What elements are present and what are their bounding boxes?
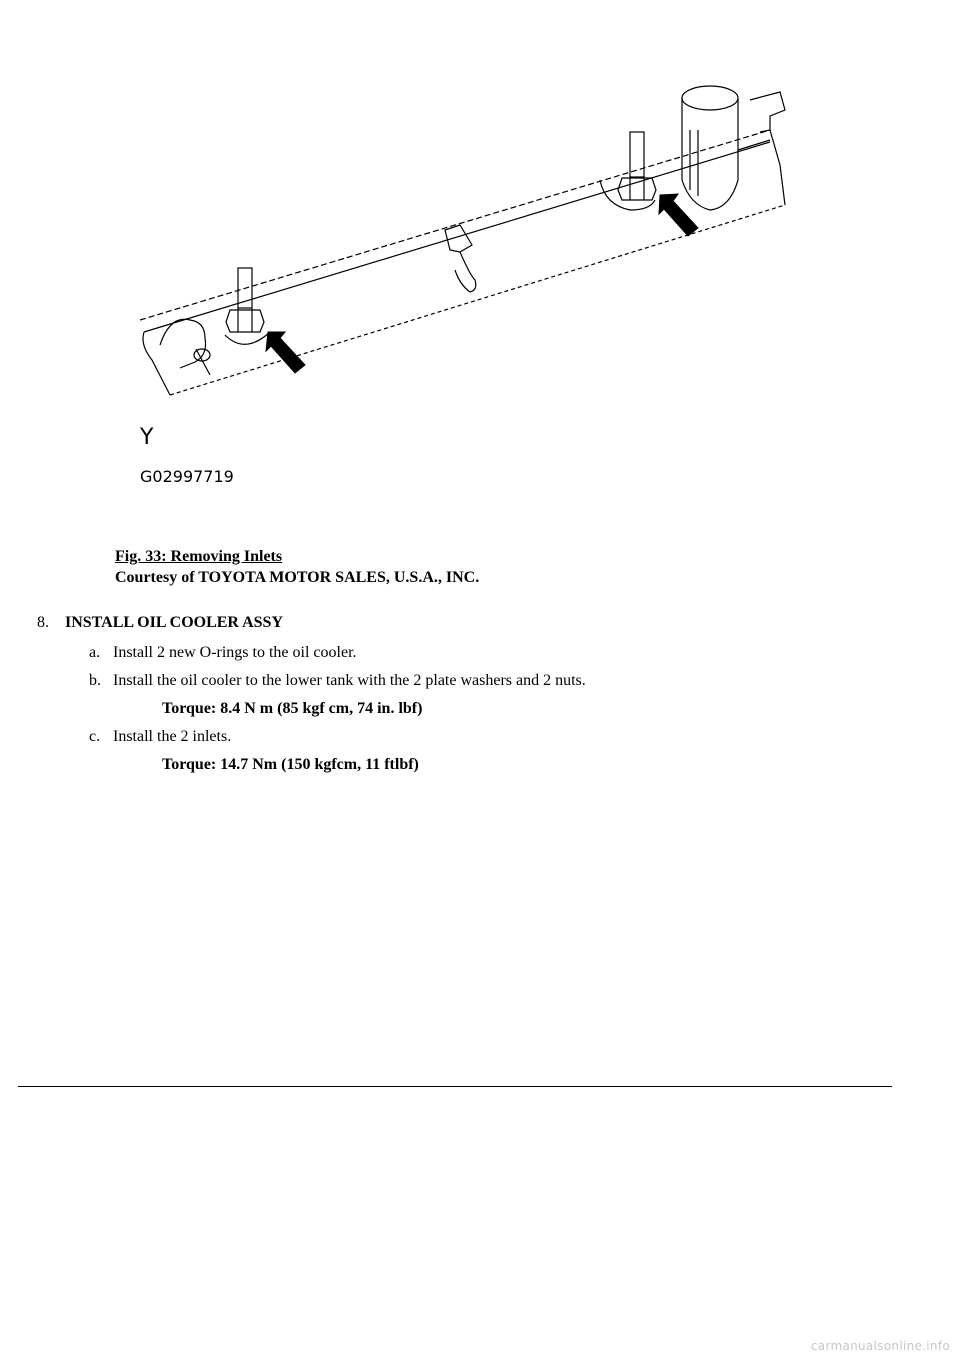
tank-left-end: [143, 332, 170, 395]
substep-b: [89, 671, 586, 691]
middle-clip: [445, 225, 472, 252]
torque-spec-b: Torque: 8.4 N m (85 kgf cm, 74 in. lbf): [162, 700, 423, 717]
left-inlet-boss: [225, 332, 270, 344]
illustration-svg: [130, 70, 810, 500]
substep-letter: b.: [89, 672, 101, 689]
substep-letter: c.: [89, 728, 101, 745]
graphic-code: G02997719: [140, 467, 234, 486]
substep-letter: a.: [89, 644, 101, 661]
tank-upper-edge: [140, 130, 770, 320]
right-bolt-head: [618, 178, 656, 200]
left-bolt-arrow: [266, 332, 305, 373]
inlet-removal-illustration: [130, 70, 810, 500]
figure-courtesy: Courtesy of TOYOTA MOTOR SALES, U.S.A., INC.: [115, 569, 480, 586]
right-bolt-shank: [630, 132, 644, 177]
view-letter: Y: [140, 425, 154, 450]
right-bracket: [750, 92, 785, 132]
substep-text: Install the oil cooler to the lower tank with the 2 plate washers and 2 nuts.: [113, 672, 586, 689]
substep-c: [89, 727, 231, 747]
substep-text: Install the 2 inlets.: [113, 728, 232, 745]
tank-lower-edge: [170, 205, 785, 395]
substep-a: [89, 643, 357, 663]
right-bolt-arrow: [659, 194, 698, 236]
page-divider: [18, 1086, 892, 1087]
filler-neck-top: [682, 86, 738, 110]
left-bolt-head: [226, 310, 264, 332]
substep-text: Install 2 new O-rings to the oil cooler.: [113, 644, 357, 661]
step-number: 8.: [37, 614, 49, 631]
watermark: carmanualsonline.info: [810, 1339, 950, 1353]
right-inlet-boss: [600, 180, 655, 210]
figure-caption: Fig. 33: Removing Inlets: [115, 548, 283, 565]
torque-spec-c: Torque: 14.7 Nm (150 kgfcm, 11 ftlbf): [162, 756, 419, 773]
step-8: [37, 613, 283, 633]
step-title: INSTALL OIL COOLER ASSY: [65, 614, 284, 631]
